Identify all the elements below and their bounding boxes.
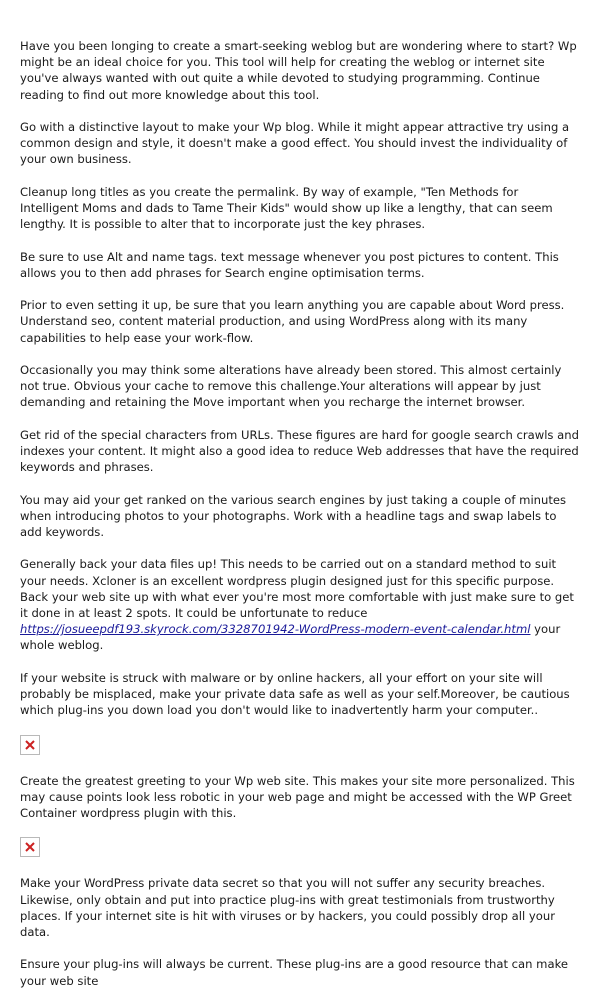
paragraph: Ensure your plug-ins will always be current. These plug-ins are a good resource that can make your web site [20,957,569,988]
paragraph: Have you been longing to create a smart-seeking weblog but are wondering where to start? Wp might be an ideal choice for you. This tool will help for creating the weblog or internet site you've always wanted with out quite a while devoted to studying programming. Continue reading to find out more knowledge about this tool. [20,39,577,102]
broken-image-icon [20,735,40,755]
article-link[interactable]: https://josueepdf193.skyrock.com/3328701942-WordPress-modern-event-calendar.html [20,622,531,637]
paragraph: If your website is struck with malware or by online hackers, all your effort on your site will probably be misplaced, make your private data safe as well as your self.Moreover, be cautious which plug-ins you down load you don't would like to inadvertently harm your computer.. [20,670,570,718]
paragraph-text: Generally back your data files up! This needs to be carried out on a standard method to suit your needs. Xcloner is an excellent wordpress plugin designed just for this specific purpose. Back your web site up with what ever you're most more comfortable with just make sure to get it done in at least 2 spots. It could be unfortunate to reduce [20,557,574,620]
paragraph: Get rid of the special characters from URLs. These figures are hard for google search crawls and indexes your content. It might also a good idea to reduce Web addresses that have the required keywords and phrases. [20,427,579,475]
paragraph: You may aid your get ranked on the various search engines by just taking a couple of minutes when introducing photos to your photographs. Work with a headline tags and swap labels to add keywords. [20,492,567,539]
broken-image-x-icon [25,842,35,852]
paragraph: Go with a distinctive layout to make your Wp blog. While it might appear attractive try using a common design and style, it doesn't make a good effect. You should invest the individuality of your own business. [20,120,570,167]
paragraph: Be sure to use Alt and name tags. text message whenever you post pictures to content. This allows you to then add phrases for Search engine optimisation terms. [20,249,559,280]
paragraph: Create the greatest greeting to your Wp web site. This makes your site more personalized. This may cause points look less robotic in your web page and might be accessed with the WP Greet Container wordpress plugin with this. [20,773,575,820]
paragraph: Cleanup long titles as you create the permalink. By way of example, "Ten Methods for Intelligent Moms and dads to Tame Their Kids" would show up like a lengthy, that can seem lengthy. It is possible to alter that to incorporate just the key phrases. [20,184,553,232]
broken-image-icon [20,837,40,857]
paragraph: Prior to even setting it up, be sure that you learn anything you are capable about Word press. Understand seo, content material production, and using WordPress along with its many capabilities to help ease your work-flow. [20,298,565,345]
paragraph: Make your WordPress private data secret so that you will not suffer any security breaches. Likewise, only obtain and put into practice plug-ins with great testimonials from trustworthy places. If your internet site is hit with viruses or by hackers, you could possibly drop all your data. [20,876,555,939]
article-body [20,38,580,1005]
paragraph-with-link [20,556,580,653]
paragraph: Occasionally you may think some alterations have already been stored. This almost certainly not true. Obvious your cache to remove this challenge.Your alterations will appear by just demanding and retaining the Move important when you recharge the internet browser. [20,362,562,410]
paragraph-text: your whole weblog. [20,622,561,653]
broken-image-x-icon [25,740,35,750]
